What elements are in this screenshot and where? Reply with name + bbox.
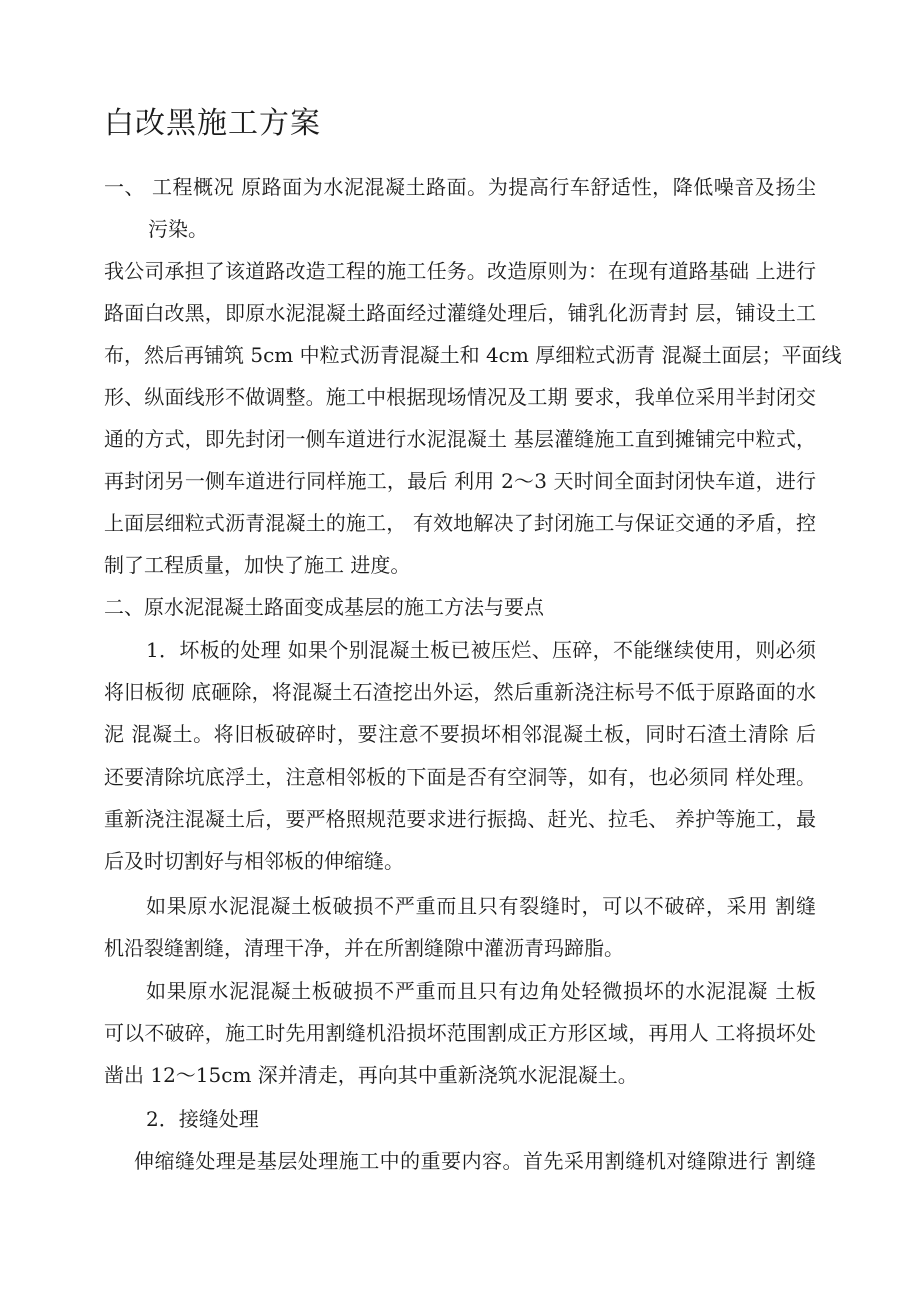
- paragraph-line: 布，然后再铺筑 5cm 中粒式沥青混凝土和 4cm 厚细粒式沥青 混凝土面层；平面线: [104, 343, 842, 367]
- paragraph-line: 如果原水泥混凝土板破损不严重而且只有边角处轻微损坏的水泥混凝 土板: [146, 979, 816, 1003]
- paragraph-line: 路面白改黑，即原水泥混凝土路面经过灌缝处理后，铺乳化沥青封 层，铺设土工: [104, 301, 816, 325]
- paragraph-line: 将旧板彻 底砸除，将混凝土石渣挖出外运，然后重新浇注标号不低于原路面的水: [104, 680, 816, 704]
- paragraph-line: 重新浇注混凝土后，要严格照规范要求进行振捣、赶光、拉毛、 养护等施工，最: [104, 807, 816, 831]
- paragraph-line: 如果原水泥混凝土板破损不严重而且只有裂缝时，可以不破碎，采用 割缝: [146, 894, 816, 918]
- paragraph-line: 泥 混凝土。将旧板破碎时，要注意不要损坏相邻混凝土板，同时石渣土清除 后: [104, 722, 816, 746]
- paragraph-line: 污染。: [148, 217, 208, 241]
- document-title: 白改黑施工方案: [104, 106, 321, 141]
- paragraph-line: 一、 工程概况 原路面为水泥混凝土路面。为提高行车舒适性，降低噪音及扬尘: [104, 175, 816, 199]
- paragraph-line: 我公司承担了该道路改造工程的施工任务。改造原则为：在现有道路基础 上进行: [104, 259, 816, 283]
- subsection-heading: 2．接缝处理: [146, 1107, 259, 1131]
- paragraph-line: 上面层细粒式沥青混凝土的施工， 有效地解决了封闭施工与保证交通的矛盾，控: [104, 511, 816, 535]
- paragraph-line: 通的方式，即先封闭一侧车道进行水泥混凝土 基层灌缝施工直到摊铺完中粒式，: [104, 427, 816, 451]
- paragraph-line: 凿出 12～15cm 深并清走，再向其中重新浇筑水泥混凝土。: [104, 1063, 638, 1087]
- paragraph-line: 制了工程质量，加快了施工 进度。: [104, 553, 411, 577]
- paragraph-line: 形、纵面线形不做调整。施工中根据现场情况及工期 要求，我单位采用半封闭交: [104, 385, 816, 409]
- paragraph-line: 后及时切割好与相邻板的伸缩缝。: [104, 849, 404, 873]
- paragraph-line: 机沿裂缝割缝，清理干净，并在所割缝隙中灌沥青玛蹄脂。: [104, 936, 624, 960]
- paragraph-line: 可以不破碎，施工时先用割缝机沿损坏范围割成正方形区域，再用人 工将损坏处: [104, 1021, 816, 1045]
- paragraph-line: 1．坏板的处理 如果个别混凝土板已被压烂、压碎，不能继续使用，则必须: [146, 638, 816, 662]
- paragraph-line: 还要清除坑底浮土，注意相邻板的下面是否有空洞等，如有，也必须同 样处理。: [104, 765, 816, 789]
- section-heading: 二、原水泥混凝土路面变成基层的施工方法与要点: [104, 595, 544, 619]
- paragraph-line: 再封闭另一侧车道进行同样施工，最后 利用 2～3 天时间全面封闭快车道，进行: [104, 469, 816, 493]
- paragraph-line: 伸缩缝处理是基层处理施工中的重要内容。首先采用割缝机对缝隙进行 割缝: [134, 1149, 816, 1173]
